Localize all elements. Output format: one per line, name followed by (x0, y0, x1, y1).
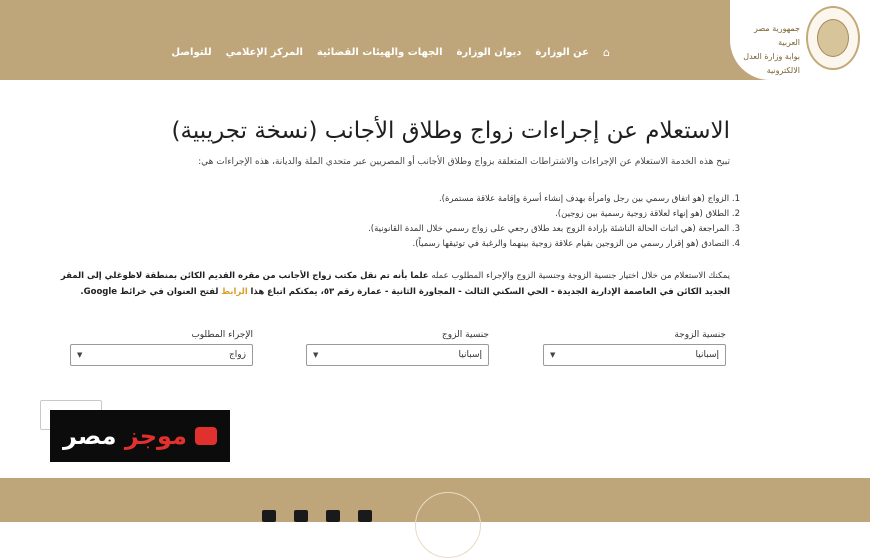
procedure-field (70, 330, 253, 366)
logo-line2: بوابة وزارة العدل الالكترونية (743, 52, 800, 75)
nav-contact[interactable]: للتواصل (171, 47, 212, 58)
wife-nationality-label: جنسية الزوجة (674, 330, 726, 340)
main-nav (171, 46, 610, 59)
chevron-down-icon: ▼ (77, 351, 83, 359)
instagram-icon[interactable] (326, 510, 340, 522)
step-item: 3. المراجعة (هي اثبات الحالة الناشئة بإرادة الزوج بعد طلاق رجعي على زواج رسمي خلال المدة القانونية). (368, 224, 740, 234)
procedure-value: زواج (228, 350, 246, 360)
nav-judicial-bodies[interactable]: الجهات والهيئات القضائية (316, 47, 443, 58)
notice-text (50, 268, 730, 300)
logo-line1: جمهورية مصر العربية (754, 24, 800, 47)
procedure-label: الإجراء المطلوب (191, 330, 253, 340)
step-item: 1. الزواج (هو اتفاق رسمي بين رجل وامرأة بهدف إنشاء أسرة وإقامة علاقة مستمرة). (438, 194, 740, 204)
husband-nationality-select[interactable] (306, 344, 489, 366)
step-item: 2. الطلاق (هو إنهاء لعلاقة زوجية رسمية بين زوجين). (555, 209, 740, 219)
maps-link[interactable]: الرابط (221, 287, 248, 297)
chat-bubble-icon (195, 427, 217, 445)
nav-about[interactable]: عن الوزارة (535, 47, 590, 58)
watermark-part2: مصر (63, 422, 117, 450)
page-title: الاستعلام عن إجراءات زواج وطلاق الأجانب (نسخة تجريبية) (171, 118, 730, 144)
ministry-emblem-icon[interactable] (806, 6, 860, 70)
steps-list (368, 192, 740, 252)
home-icon[interactable]: ⌂ (603, 46, 610, 59)
procedure-select[interactable] (70, 344, 253, 366)
watermark-text (63, 422, 187, 450)
watermark-logo (50, 410, 230, 462)
twitter-icon[interactable] (294, 510, 308, 522)
intro-text: تبيح هذه الخدمة الاستعلام عن الإجراءات والاشتراطات المتعلقة بزواج وطلاق الأجانب أو المصريين عبر متحدي الملة والديانة، هذه الإجراءات هي: (198, 157, 730, 167)
site-header (0, 0, 870, 80)
husband-nationality-value: إسبانيا (458, 350, 482, 360)
logo-panel (730, 0, 870, 80)
facebook-icon[interactable] (358, 510, 372, 522)
chevron-down-icon: ▼ (550, 351, 556, 359)
husband-nationality-label: جنسية الزوج (441, 330, 489, 340)
nav-ministry-office[interactable]: ديوان الوزارة (456, 47, 522, 58)
wife-nationality-field (543, 330, 726, 366)
husband-nationality-field (306, 330, 489, 366)
site-footer (0, 478, 870, 522)
main-content (0, 80, 870, 478)
wife-nationality-value: إسبانيا (695, 350, 719, 360)
notice-suffix: لفتح العنوان في خرائط Google. (80, 287, 219, 297)
nav-media-center[interactable]: المركز الإعلامي (225, 47, 303, 58)
notice-prefix: يمكنك الاستعلام من خلال اختيار جنسية الزوجة وجنسية الزوج والإجراء المطلوب عمله (431, 271, 730, 281)
chevron-down-icon: ▼ (313, 351, 319, 359)
social-links (262, 510, 372, 522)
footer-emblem-icon (415, 492, 481, 558)
logo-text (730, 22, 800, 78)
wife-nationality-select[interactable] (543, 344, 726, 366)
step-item: 4. التصادق (هو إقرار رسمي من الزوجين بقيام علاقة زوجية بينهما والرغبة في توثيقها رسمياً). (412, 239, 740, 249)
watermark-part1: موجز (124, 422, 187, 450)
youtube-icon[interactable] (262, 510, 276, 522)
notice-bold: علما بأنه تم نقل مكتب زواج الأجانب من مقره القديم الكائن بمنطقة لاظوغلي إلى المقر الجديد الكائن في العاصمة الإدارية الجديدة - الحي السكني الثالث - المجاورة الثانية - عمارة رقم ٥٣، يمكنكم اتباع هذا (60, 271, 730, 297)
